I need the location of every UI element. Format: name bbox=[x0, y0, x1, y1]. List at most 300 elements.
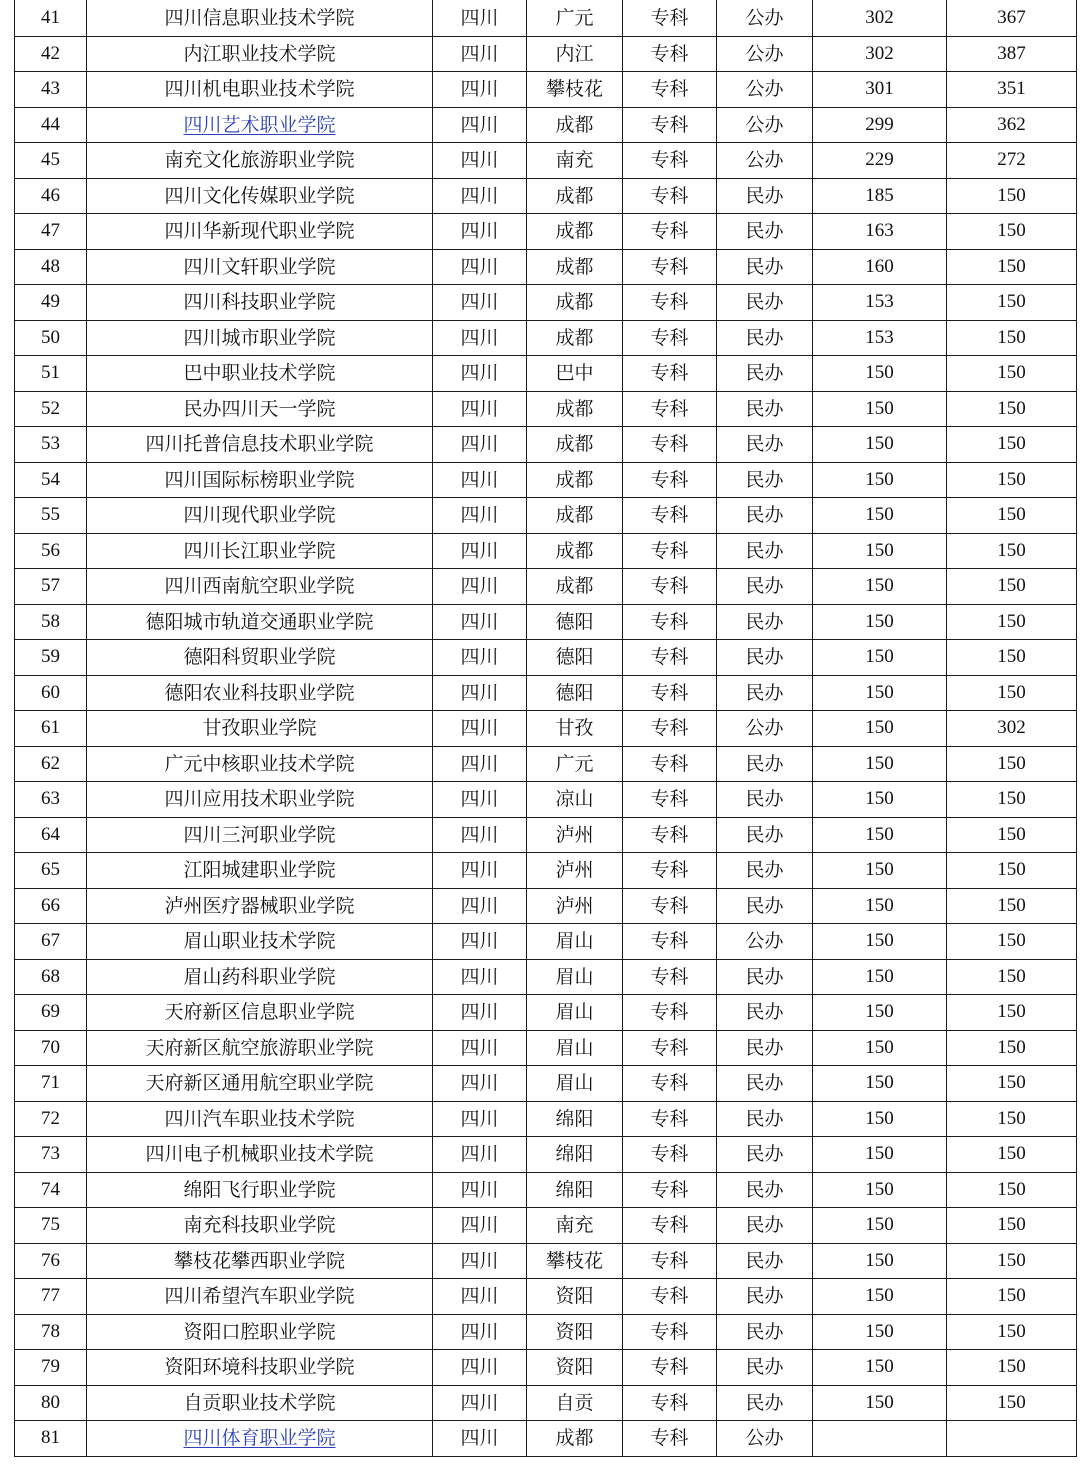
row-number: 70 bbox=[15, 1030, 87, 1066]
table-row bbox=[15, 569, 1077, 605]
province-cell: 四川 bbox=[433, 1030, 527, 1066]
ownership-cell: 民办 bbox=[717, 888, 813, 924]
college-name: 眉山职业技术学院 bbox=[87, 924, 433, 960]
province-cell: 四川 bbox=[433, 1208, 527, 1244]
province-cell: 四川 bbox=[433, 1243, 527, 1279]
province-cell: 四川 bbox=[433, 36, 527, 72]
table-row bbox=[15, 1066, 1077, 1102]
college-name: 天府新区通用航空职业学院 bbox=[87, 1066, 433, 1102]
college-name: 甘孜职业学院 bbox=[87, 711, 433, 747]
score-cell-2: 150 bbox=[947, 498, 1077, 534]
score-cell-2: 150 bbox=[947, 427, 1077, 463]
level-cell: 专科 bbox=[623, 0, 717, 36]
score-cell-1: 150 bbox=[813, 391, 947, 427]
college-name-link[interactable]: 四川体育职业学院 bbox=[183, 1427, 336, 1450]
row-number: 73 bbox=[15, 1137, 87, 1173]
score-cell-2: 150 bbox=[947, 959, 1077, 995]
row-number: 49 bbox=[15, 285, 87, 321]
city-cell: 甘孜 bbox=[527, 711, 623, 747]
level-cell: 专科 bbox=[623, 462, 717, 498]
score-cell-2: 387 bbox=[947, 36, 1077, 72]
province-cell: 四川 bbox=[433, 1172, 527, 1208]
province-cell: 四川 bbox=[433, 1066, 527, 1102]
ownership-cell: 民办 bbox=[717, 1350, 813, 1386]
table-row bbox=[15, 1350, 1077, 1386]
row-number: 47 bbox=[15, 214, 87, 250]
row-number: 68 bbox=[15, 959, 87, 995]
score-cell-1: 150 bbox=[813, 675, 947, 711]
row-number: 78 bbox=[15, 1314, 87, 1350]
score-cell-2: 150 bbox=[947, 1243, 1077, 1279]
city-cell: 绵阳 bbox=[527, 1137, 623, 1173]
province-cell: 四川 bbox=[433, 178, 527, 214]
score-cell-1: 150 bbox=[813, 995, 947, 1031]
province-cell: 四川 bbox=[433, 320, 527, 356]
row-number: 59 bbox=[15, 640, 87, 676]
score-cell-1: 150 bbox=[813, 1101, 947, 1137]
college-name: 资阳口腔职业学院 bbox=[87, 1314, 433, 1350]
level-cell: 专科 bbox=[623, 1208, 717, 1244]
ownership-cell: 民办 bbox=[717, 498, 813, 534]
level-cell: 专科 bbox=[623, 143, 717, 179]
province-cell: 四川 bbox=[433, 391, 527, 427]
city-cell: 泸州 bbox=[527, 888, 623, 924]
score-cell-1: 150 bbox=[813, 640, 947, 676]
table-row bbox=[15, 214, 1077, 250]
college-name: 四川机电职业技术学院 bbox=[87, 72, 433, 108]
score-cell-1: 150 bbox=[813, 1385, 947, 1421]
college-name: 自贡职业技术学院 bbox=[87, 1385, 433, 1421]
row-number: 54 bbox=[15, 462, 87, 498]
row-number: 43 bbox=[15, 72, 87, 108]
score-cell-1: 153 bbox=[813, 285, 947, 321]
college-name: 江阳城建职业学院 bbox=[87, 853, 433, 889]
row-number: 41 bbox=[15, 0, 87, 36]
row-number: 62 bbox=[15, 746, 87, 782]
table-row bbox=[15, 1137, 1077, 1173]
score-cell-1: 150 bbox=[813, 533, 947, 569]
score-cell-2: 150 bbox=[947, 533, 1077, 569]
province-cell: 四川 bbox=[433, 888, 527, 924]
table-row bbox=[15, 0, 1077, 36]
city-cell: 资阳 bbox=[527, 1350, 623, 1386]
score-cell-2: 150 bbox=[947, 1385, 1077, 1421]
row-number: 61 bbox=[15, 711, 87, 747]
table-body bbox=[15, 0, 1077, 1456]
ownership-cell: 公办 bbox=[717, 0, 813, 36]
ownership-cell: 民办 bbox=[717, 604, 813, 640]
province-cell: 四川 bbox=[433, 782, 527, 818]
city-cell: 南充 bbox=[527, 143, 623, 179]
province-cell: 四川 bbox=[433, 675, 527, 711]
college-name: 四川现代职业学院 bbox=[87, 498, 433, 534]
college-name: 天府新区航空旅游职业学院 bbox=[87, 1030, 433, 1066]
ownership-cell: 民办 bbox=[717, 746, 813, 782]
ownership-cell: 民办 bbox=[717, 995, 813, 1031]
ownership-cell: 民办 bbox=[717, 1385, 813, 1421]
province-cell: 四川 bbox=[433, 924, 527, 960]
city-cell: 内江 bbox=[527, 36, 623, 72]
city-cell: 南充 bbox=[527, 1208, 623, 1244]
college-name: 南充文化旅游职业学院 bbox=[87, 143, 433, 179]
score-cell-1: 150 bbox=[813, 1030, 947, 1066]
province-cell: 四川 bbox=[433, 0, 527, 36]
province-cell: 四川 bbox=[433, 462, 527, 498]
province-cell: 四川 bbox=[433, 1314, 527, 1350]
table-row bbox=[15, 853, 1077, 889]
score-cell-2: 150 bbox=[947, 782, 1077, 818]
score-cell-2: 150 bbox=[947, 178, 1077, 214]
row-number: 57 bbox=[15, 569, 87, 605]
level-cell: 专科 bbox=[623, 1350, 717, 1386]
city-cell: 成都 bbox=[527, 249, 623, 285]
city-cell: 攀枝花 bbox=[527, 1243, 623, 1279]
row-number: 81 bbox=[15, 1421, 87, 1457]
level-cell: 专科 bbox=[623, 1066, 717, 1102]
score-cell-1: 150 bbox=[813, 1350, 947, 1386]
row-number: 65 bbox=[15, 853, 87, 889]
score-cell-1: 150 bbox=[813, 1137, 947, 1173]
province-cell: 四川 bbox=[433, 356, 527, 392]
city-cell: 成都 bbox=[527, 214, 623, 250]
city-cell: 绵阳 bbox=[527, 1101, 623, 1137]
row-number: 56 bbox=[15, 533, 87, 569]
score-cell-1: 150 bbox=[813, 498, 947, 534]
level-cell: 专科 bbox=[623, 817, 717, 853]
college-name: 德阳科贸职业学院 bbox=[87, 640, 433, 676]
table-row bbox=[15, 888, 1077, 924]
ownership-cell: 民办 bbox=[717, 782, 813, 818]
ownership-cell: 公办 bbox=[717, 1421, 813, 1457]
city-cell: 广元 bbox=[527, 746, 623, 782]
table-row bbox=[15, 1101, 1077, 1137]
score-cell-2: 150 bbox=[947, 462, 1077, 498]
province-cell: 四川 bbox=[433, 604, 527, 640]
score-cell-2: 150 bbox=[947, 1208, 1077, 1244]
level-cell: 专科 bbox=[623, 356, 717, 392]
ownership-cell: 民办 bbox=[717, 853, 813, 889]
college-name: 泸州医疗器械职业学院 bbox=[87, 888, 433, 924]
ownership-cell: 公办 bbox=[717, 36, 813, 72]
college-name bbox=[87, 1421, 433, 1457]
college-name: 四川信息职业技术学院 bbox=[87, 0, 433, 36]
row-number: 75 bbox=[15, 1208, 87, 1244]
college-name-link[interactable]: 四川艺术职业学院 bbox=[183, 113, 336, 136]
level-cell: 专科 bbox=[623, 924, 717, 960]
ownership-cell: 民办 bbox=[717, 1030, 813, 1066]
ownership-cell: 民办 bbox=[717, 1066, 813, 1102]
level-cell: 专科 bbox=[623, 853, 717, 889]
province-cell: 四川 bbox=[433, 711, 527, 747]
college-name: 四川应用技术职业学院 bbox=[87, 782, 433, 818]
province-cell: 四川 bbox=[433, 959, 527, 995]
table-row bbox=[15, 924, 1077, 960]
college-name: 四川托普信息技术职业学院 bbox=[87, 427, 433, 463]
level-cell: 专科 bbox=[623, 178, 717, 214]
row-number: 77 bbox=[15, 1279, 87, 1315]
row-number: 69 bbox=[15, 995, 87, 1031]
score-cell-2: 150 bbox=[947, 320, 1077, 356]
city-cell: 自贡 bbox=[527, 1385, 623, 1421]
level-cell: 专科 bbox=[623, 36, 717, 72]
row-number: 45 bbox=[15, 143, 87, 179]
row-number: 44 bbox=[15, 107, 87, 143]
table-row bbox=[15, 178, 1077, 214]
score-cell-2: 150 bbox=[947, 214, 1077, 250]
province-cell: 四川 bbox=[433, 1279, 527, 1315]
table-row bbox=[15, 72, 1077, 108]
province-cell: 四川 bbox=[433, 427, 527, 463]
score-cell-1: 153 bbox=[813, 320, 947, 356]
college-table bbox=[14, 0, 1077, 1457]
city-cell: 凉山 bbox=[527, 782, 623, 818]
score-cell-1 bbox=[813, 1421, 947, 1457]
table-row bbox=[15, 711, 1077, 747]
ownership-cell: 民办 bbox=[717, 640, 813, 676]
college-name: 德阳城市轨道交通职业学院 bbox=[87, 604, 433, 640]
score-cell-1: 150 bbox=[813, 462, 947, 498]
table-row bbox=[15, 427, 1077, 463]
college-name: 四川汽车职业技术学院 bbox=[87, 1101, 433, 1137]
score-cell-2: 150 bbox=[947, 604, 1077, 640]
province-cell: 四川 bbox=[433, 285, 527, 321]
row-number: 76 bbox=[15, 1243, 87, 1279]
table-row bbox=[15, 285, 1077, 321]
score-cell-2: 150 bbox=[947, 1172, 1077, 1208]
college-name: 巴中职业技术学院 bbox=[87, 356, 433, 392]
province-cell: 四川 bbox=[433, 569, 527, 605]
ownership-cell: 民办 bbox=[717, 675, 813, 711]
ownership-cell: 民办 bbox=[717, 1279, 813, 1315]
city-cell: 德阳 bbox=[527, 640, 623, 676]
score-cell-2: 150 bbox=[947, 640, 1077, 676]
score-cell-1: 150 bbox=[813, 888, 947, 924]
score-cell-2: 367 bbox=[947, 0, 1077, 36]
table-row bbox=[15, 498, 1077, 534]
score-cell-2: 150 bbox=[947, 1030, 1077, 1066]
score-cell-1: 150 bbox=[813, 924, 947, 960]
level-cell: 专科 bbox=[623, 107, 717, 143]
row-number: 71 bbox=[15, 1066, 87, 1102]
city-cell: 成都 bbox=[527, 1421, 623, 1457]
score-cell-1: 150 bbox=[813, 1208, 947, 1244]
college-name: 四川城市职业学院 bbox=[87, 320, 433, 356]
score-cell-2: 150 bbox=[947, 1314, 1077, 1350]
score-cell-1: 150 bbox=[813, 569, 947, 605]
level-cell: 专科 bbox=[623, 1137, 717, 1173]
level-cell: 专科 bbox=[623, 1314, 717, 1350]
score-cell-1: 150 bbox=[813, 1279, 947, 1315]
table-row bbox=[15, 533, 1077, 569]
row-number: 67 bbox=[15, 924, 87, 960]
ownership-cell: 公办 bbox=[717, 143, 813, 179]
score-cell-1: 150 bbox=[813, 604, 947, 640]
province-cell: 四川 bbox=[433, 1101, 527, 1137]
table-row bbox=[15, 959, 1077, 995]
score-cell-1: 150 bbox=[813, 356, 947, 392]
table-row bbox=[15, 1243, 1077, 1279]
score-cell-1: 150 bbox=[813, 1172, 947, 1208]
table-row bbox=[15, 675, 1077, 711]
college-name: 攀枝花攀西职业学院 bbox=[87, 1243, 433, 1279]
level-cell: 专科 bbox=[623, 640, 717, 676]
table-row bbox=[15, 143, 1077, 179]
score-cell-2: 150 bbox=[947, 888, 1077, 924]
ownership-cell: 民办 bbox=[717, 1101, 813, 1137]
table-row bbox=[15, 320, 1077, 356]
ownership-cell: 民办 bbox=[717, 462, 813, 498]
college-name: 内江职业技术学院 bbox=[87, 36, 433, 72]
province-cell: 四川 bbox=[433, 817, 527, 853]
college-name: 民办四川天一学院 bbox=[87, 391, 433, 427]
ownership-cell: 民办 bbox=[717, 1243, 813, 1279]
row-number: 63 bbox=[15, 782, 87, 818]
city-cell: 泸州 bbox=[527, 817, 623, 853]
table-row bbox=[15, 1172, 1077, 1208]
table-row bbox=[15, 1208, 1077, 1244]
table-row bbox=[15, 356, 1077, 392]
province-cell: 四川 bbox=[433, 143, 527, 179]
level-cell: 专科 bbox=[623, 427, 717, 463]
ownership-cell: 公办 bbox=[717, 72, 813, 108]
score-cell-2: 150 bbox=[947, 853, 1077, 889]
ownership-cell: 民办 bbox=[717, 533, 813, 569]
row-number: 58 bbox=[15, 604, 87, 640]
province-cell: 四川 bbox=[433, 498, 527, 534]
row-number: 42 bbox=[15, 36, 87, 72]
level-cell: 专科 bbox=[623, 675, 717, 711]
level-cell: 专科 bbox=[623, 959, 717, 995]
score-cell-1: 163 bbox=[813, 214, 947, 250]
college-name: 四川科技职业学院 bbox=[87, 285, 433, 321]
level-cell: 专科 bbox=[623, 533, 717, 569]
table-row bbox=[15, 1421, 1077, 1457]
city-cell: 成都 bbox=[527, 533, 623, 569]
ownership-cell: 公办 bbox=[717, 107, 813, 143]
score-cell-2: 150 bbox=[947, 675, 1077, 711]
college-name: 眉山药科职业学院 bbox=[87, 959, 433, 995]
ownership-cell: 民办 bbox=[717, 1208, 813, 1244]
score-cell-2: 150 bbox=[947, 1066, 1077, 1102]
row-number: 60 bbox=[15, 675, 87, 711]
level-cell: 专科 bbox=[623, 995, 717, 1031]
ownership-cell: 民办 bbox=[717, 285, 813, 321]
college-name: 绵阳飞行职业学院 bbox=[87, 1172, 433, 1208]
row-number: 74 bbox=[15, 1172, 87, 1208]
score-cell-1: 150 bbox=[813, 817, 947, 853]
ownership-cell: 民办 bbox=[717, 1314, 813, 1350]
province-cell: 四川 bbox=[433, 1385, 527, 1421]
ownership-cell: 民办 bbox=[717, 178, 813, 214]
city-cell: 巴中 bbox=[527, 356, 623, 392]
score-cell-2: 150 bbox=[947, 249, 1077, 285]
city-cell: 眉山 bbox=[527, 1066, 623, 1102]
city-cell: 成都 bbox=[527, 320, 623, 356]
level-cell: 专科 bbox=[623, 569, 717, 605]
province-cell: 四川 bbox=[433, 533, 527, 569]
city-cell: 成都 bbox=[527, 178, 623, 214]
college-name: 四川希望汽车职业学院 bbox=[87, 1279, 433, 1315]
score-cell-2: 362 bbox=[947, 107, 1077, 143]
city-cell: 攀枝花 bbox=[527, 72, 623, 108]
table-row bbox=[15, 604, 1077, 640]
province-cell: 四川 bbox=[433, 853, 527, 889]
table-row bbox=[15, 1279, 1077, 1315]
city-cell: 眉山 bbox=[527, 959, 623, 995]
city-cell: 德阳 bbox=[527, 604, 623, 640]
score-cell-2: 302 bbox=[947, 711, 1077, 747]
city-cell: 成都 bbox=[527, 462, 623, 498]
level-cell: 专科 bbox=[623, 746, 717, 782]
level-cell: 专科 bbox=[623, 249, 717, 285]
score-cell-2: 150 bbox=[947, 1350, 1077, 1386]
college-name: 四川电子机械职业技术学院 bbox=[87, 1137, 433, 1173]
table-row bbox=[15, 1314, 1077, 1350]
province-cell: 四川 bbox=[433, 746, 527, 782]
college-name: 四川长江职业学院 bbox=[87, 533, 433, 569]
ownership-cell: 民办 bbox=[717, 249, 813, 285]
ownership-cell: 公办 bbox=[717, 711, 813, 747]
city-cell: 成都 bbox=[527, 569, 623, 605]
college-name: 四川三河职业学院 bbox=[87, 817, 433, 853]
college-name bbox=[87, 107, 433, 143]
score-cell-1: 299 bbox=[813, 107, 947, 143]
province-cell: 四川 bbox=[433, 1137, 527, 1173]
ownership-cell: 民办 bbox=[717, 356, 813, 392]
province-cell: 四川 bbox=[433, 1421, 527, 1457]
level-cell: 专科 bbox=[623, 782, 717, 818]
college-name: 四川华新现代职业学院 bbox=[87, 214, 433, 250]
province-cell: 四川 bbox=[433, 72, 527, 108]
score-cell-2: 150 bbox=[947, 391, 1077, 427]
level-cell: 专科 bbox=[623, 1172, 717, 1208]
level-cell: 专科 bbox=[623, 1243, 717, 1279]
city-cell: 眉山 bbox=[527, 995, 623, 1031]
score-cell-1: 185 bbox=[813, 178, 947, 214]
level-cell: 专科 bbox=[623, 391, 717, 427]
level-cell: 专科 bbox=[623, 1279, 717, 1315]
province-cell: 四川 bbox=[433, 640, 527, 676]
level-cell: 专科 bbox=[623, 604, 717, 640]
ownership-cell: 民办 bbox=[717, 427, 813, 463]
row-number: 80 bbox=[15, 1385, 87, 1421]
city-cell: 绵阳 bbox=[527, 1172, 623, 1208]
score-cell-2: 150 bbox=[947, 995, 1077, 1031]
table-row bbox=[15, 391, 1077, 427]
college-name: 四川文轩职业学院 bbox=[87, 249, 433, 285]
city-cell: 成都 bbox=[527, 285, 623, 321]
table-row bbox=[15, 462, 1077, 498]
score-cell-2: 150 bbox=[947, 924, 1077, 960]
score-cell-1: 150 bbox=[813, 853, 947, 889]
score-cell-1: 150 bbox=[813, 1066, 947, 1102]
college-name: 四川文化传媒职业学院 bbox=[87, 178, 433, 214]
level-cell: 专科 bbox=[623, 1101, 717, 1137]
ownership-cell: 民办 bbox=[717, 569, 813, 605]
score-cell-1: 150 bbox=[813, 427, 947, 463]
table-row bbox=[15, 1030, 1077, 1066]
score-cell-1: 302 bbox=[813, 36, 947, 72]
city-cell: 成都 bbox=[527, 107, 623, 143]
score-cell-2: 351 bbox=[947, 72, 1077, 108]
level-cell: 专科 bbox=[623, 72, 717, 108]
row-number: 64 bbox=[15, 817, 87, 853]
level-cell: 专科 bbox=[623, 214, 717, 250]
level-cell: 专科 bbox=[623, 498, 717, 534]
score-cell-2: 272 bbox=[947, 143, 1077, 179]
level-cell: 专科 bbox=[623, 711, 717, 747]
score-cell-1: 229 bbox=[813, 143, 947, 179]
